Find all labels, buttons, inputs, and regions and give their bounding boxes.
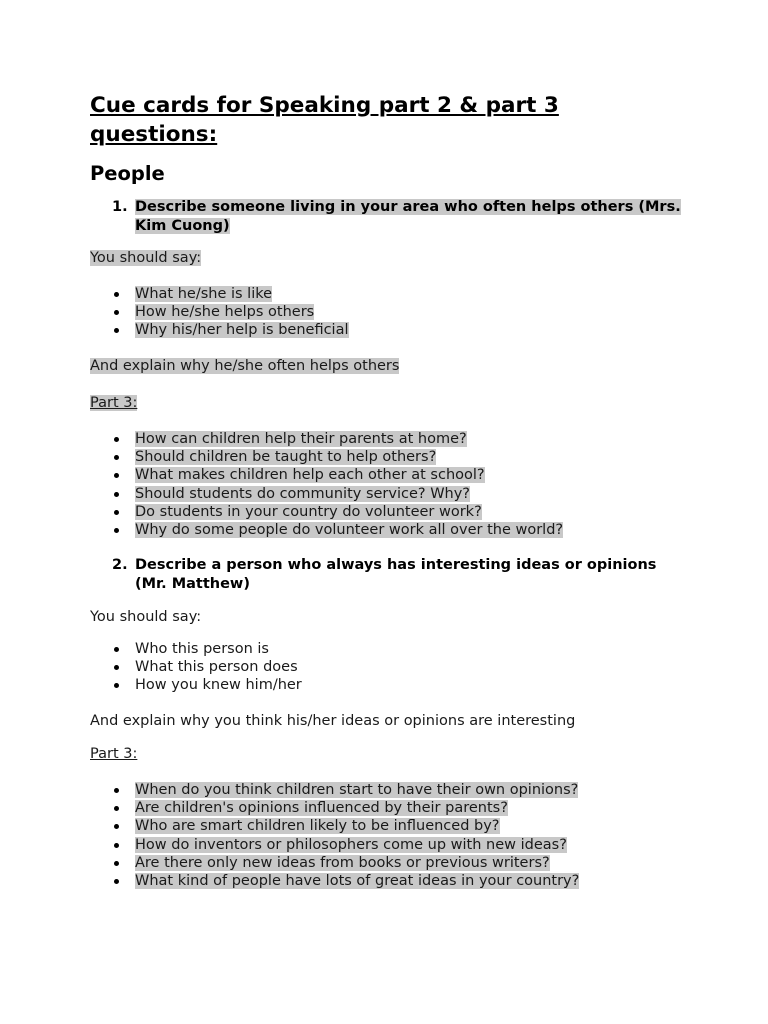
card-1-part3-label: Part 3: bbox=[90, 395, 138, 411]
list-item: How he/she helps others bbox=[112, 303, 349, 321]
document-title: Cue cards for Speaking part 2 & part 3 questions: bbox=[90, 93, 559, 147]
list-item: Should children be taught to help others? bbox=[112, 448, 563, 466]
list-item: How do inventors or philosophers come up with new ideas? bbox=[112, 836, 579, 854]
card-2-you-should-say: You should say: bbox=[90, 609, 202, 625]
card-2-heading bbox=[112, 556, 692, 593]
card-1-explain: And explain why he/she often helps others bbox=[90, 358, 400, 374]
list-item: How can children help their parents at home? bbox=[112, 430, 563, 448]
card-2-explain: And explain why you think his/her ideas or opinions are interesting bbox=[90, 713, 576, 729]
list-item: What makes children help each other at school? bbox=[112, 466, 563, 484]
card-2-part3-label: Part 3: bbox=[90, 746, 138, 762]
card-1-points bbox=[112, 285, 349, 340]
card-2-heading-text: Describe a person who always has interesting ideas or opinions (Mr. Matthew) bbox=[135, 557, 657, 592]
card-1-part3-questions bbox=[112, 430, 563, 539]
list-item: Are there only new ideas from books or previous writers? bbox=[112, 854, 579, 872]
card-1-number: 1. bbox=[112, 199, 128, 215]
card-2-part3-questions bbox=[112, 781, 579, 890]
list-item: Why his/her help is beneficial bbox=[112, 321, 349, 339]
list-item: What kind of people have lots of great ideas in your country? bbox=[112, 872, 579, 890]
list-item: Should students do community service? Why? bbox=[112, 485, 563, 503]
card-1-heading bbox=[112, 198, 692, 235]
card-2-points bbox=[112, 640, 302, 695]
list-item: Who are smart children likely to be influenced by? bbox=[112, 817, 579, 835]
list-item: How you knew him/her bbox=[112, 676, 302, 694]
list-item: What this person does bbox=[112, 658, 302, 676]
card-1-heading-text: Describe someone living in your area who often helps others (Mrs. Kim Cuong) bbox=[135, 199, 681, 234]
list-item: Who this person is bbox=[112, 640, 302, 658]
list-item: When do you think children start to have their own opinions? bbox=[112, 781, 579, 799]
card-2-number: 2. bbox=[112, 557, 128, 573]
list-item: Are children's opinions influenced by their parents? bbox=[112, 799, 579, 817]
section-heading: People bbox=[90, 162, 165, 185]
list-item: Why do some people do volunteer work all over the world? bbox=[112, 521, 563, 539]
list-item: What he/she is like bbox=[112, 285, 349, 303]
card-1-you-should-say: You should say: bbox=[90, 250, 202, 266]
list-item: Do students in your country do volunteer work? bbox=[112, 503, 563, 521]
